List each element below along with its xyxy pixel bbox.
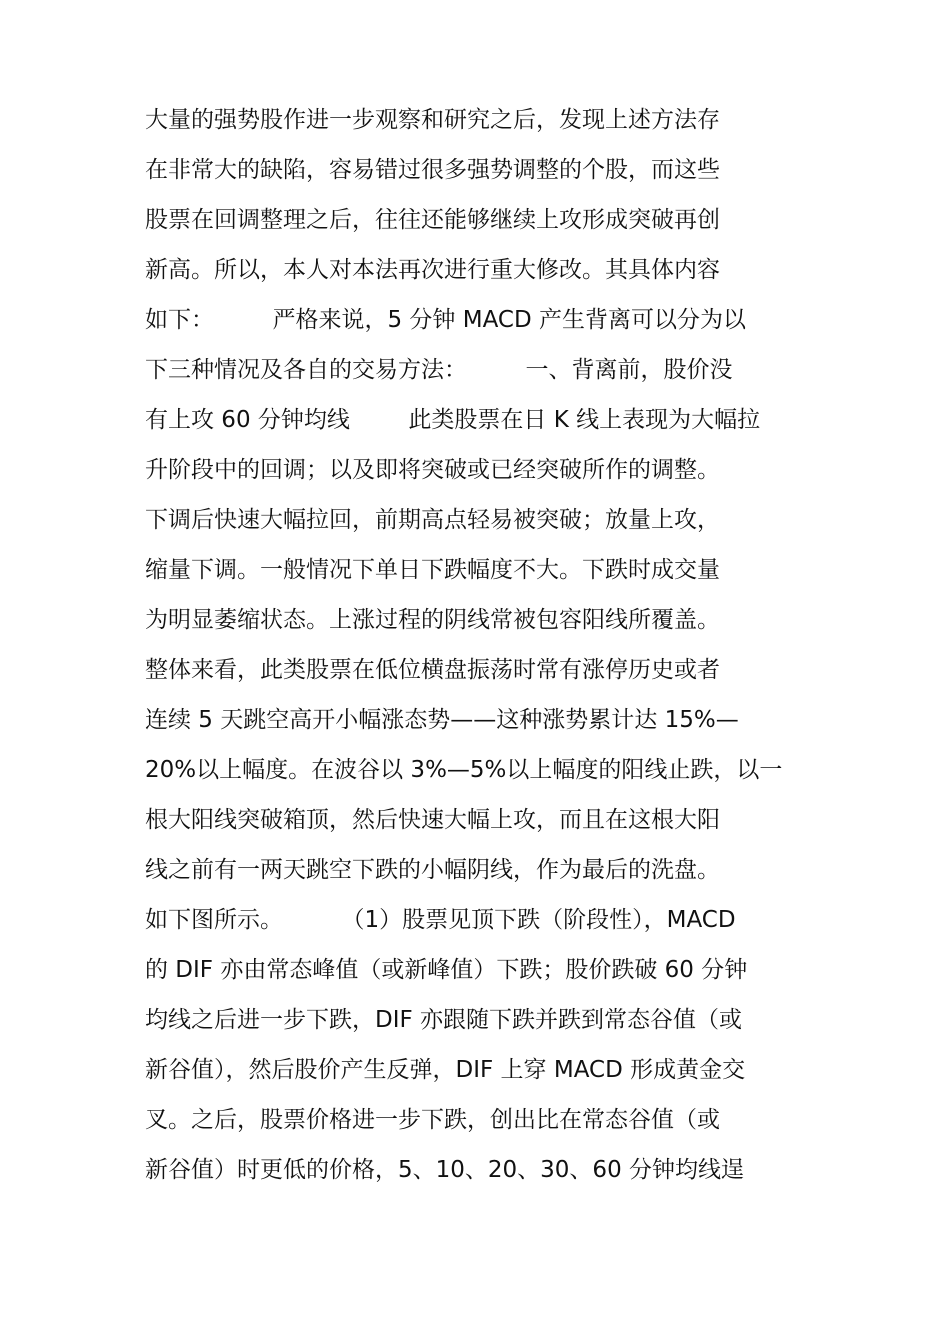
text-line-17: 如下图所示。 （1）股票见顶下跌（阶段性），MACD bbox=[145, 907, 736, 933]
text-line-1: 大量的强势股作进一步观察和研究之后，发现上述方法存 bbox=[145, 107, 720, 133]
body-text bbox=[145, 95, 815, 1195]
text-line-6: 下三种情况及各自的交易方法： 一、背离前，股价没 bbox=[145, 357, 733, 383]
text-line-20: 新谷值），然后股价产生反弹，DIF 上穿 MACD 形成黄金交 bbox=[145, 1057, 746, 1083]
text-line-12: 整体来看，此类股票在低位横盘振荡时常有涨停历史或者 bbox=[145, 657, 720, 683]
text-line-10: 缩量下调。一般情况下单日下跌幅度不大。下跌时成交量 bbox=[145, 557, 720, 583]
text-line-2: 在非常大的缺陷，容易错过很多强势调整的个股，而这些 bbox=[145, 157, 720, 183]
text-line-18: 的 DIF 亦由常态峰值（或新峰值）下跌；股价跌破 60 分钟 bbox=[145, 957, 748, 983]
text-line-22: 新谷值）时更低的价格，5、10、20、30、60 分钟均线逞 bbox=[145, 1157, 745, 1183]
text-line-9: 下调后快速大幅拉回，前期高点轻易被突破；放量上攻， bbox=[145, 507, 720, 533]
text-line-8: 升阶段中的回调；以及即将突破或已经突破所作的调整。 bbox=[145, 457, 720, 483]
text-line-13: 连续 5 天跳空高开小幅涨态势——这种涨势累计达 15%— bbox=[145, 707, 739, 733]
text-line-14: 20%以上幅度。在波谷以 3%—5%以上幅度的阳线止跌，以一 bbox=[145, 757, 783, 783]
text-line-5: 如下： 严格来说，5 分钟 MACD 产生背离可以分为以 bbox=[145, 307, 746, 333]
text-line-15: 根大阳线突破箱顶，然后快速大幅上攻，而且在这根大阳 bbox=[145, 807, 720, 833]
text-line-11: 为明显萎缩状态。上涨过程的阴线常被包容阳线所覆盖。 bbox=[145, 607, 720, 633]
text-line-21: 叉。之后，股票价格进一步下跌，创出比在常态谷值（或 bbox=[145, 1107, 720, 1133]
text-line-19: 均线之后进一步下跌，DIF 亦跟随下跌并跌到常态谷值（或 bbox=[145, 1007, 743, 1033]
text-line-16: 线之前有一两天跳空下跌的小幅阴线，作为最后的洗盘。 bbox=[145, 857, 720, 883]
text-line-7: 有上攻 60 分钟均线 此类股票在日 K 线上表现为大幅拉 bbox=[145, 407, 761, 433]
text-line-3: 股票在回调整理之后，往往还能够继续上攻形成突破再创 bbox=[145, 207, 720, 233]
text-line-4: 新高。所以，本人对本法再次进行重大修改。其具体内容 bbox=[145, 257, 720, 283]
